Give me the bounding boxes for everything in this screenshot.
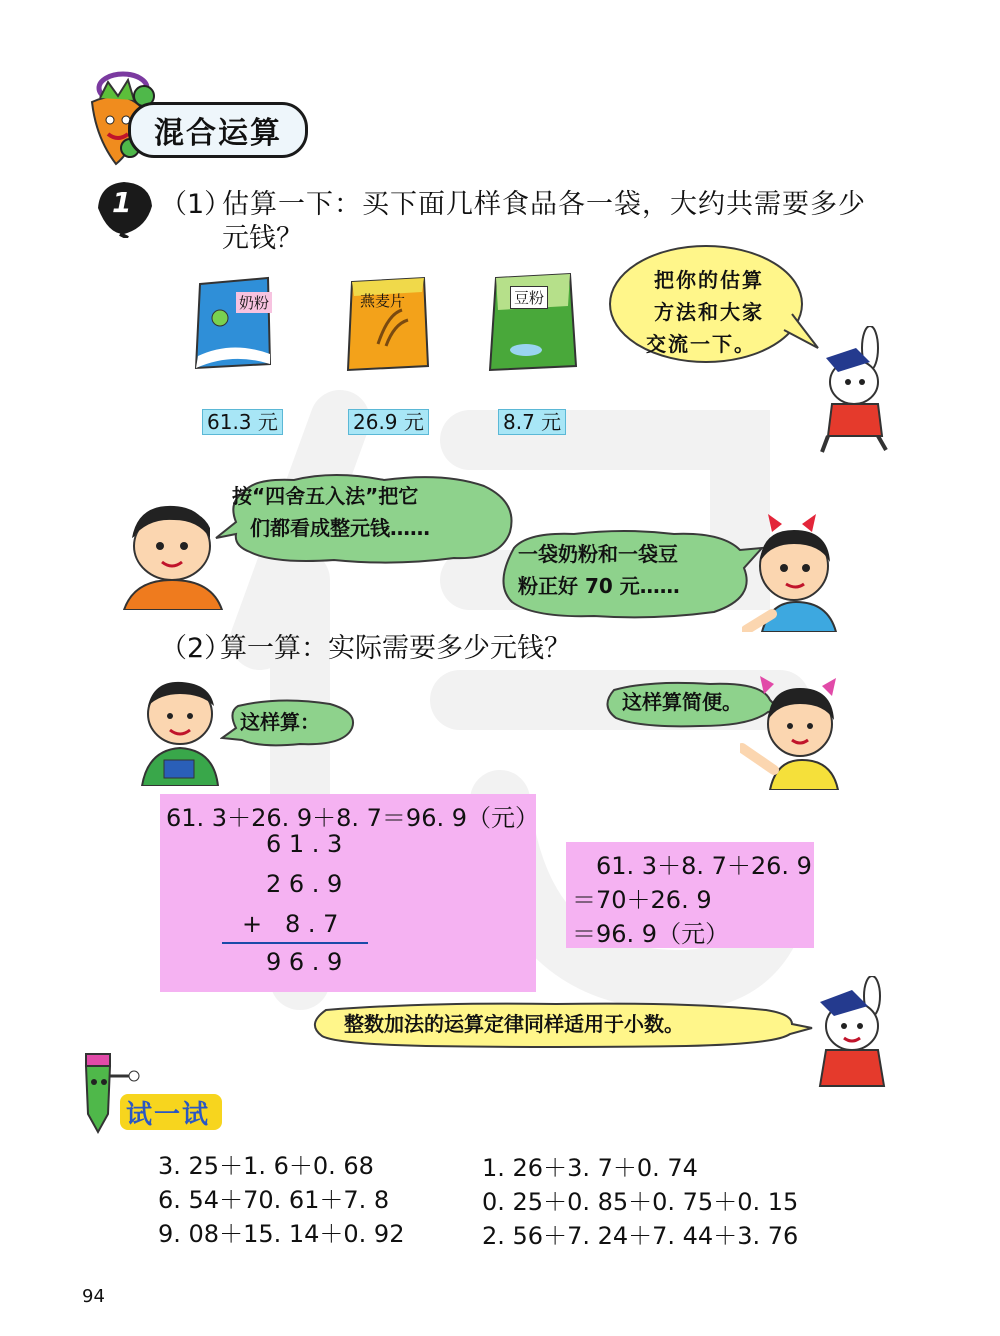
page-number: 94 — [82, 1286, 105, 1307]
boy-calc-text: 这样算： — [240, 710, 320, 734]
exercise-right-2: 0. 25＋0. 85＋0. 75＋0. 15 — [482, 1188, 799, 1216]
q1-label: （1） — [160, 189, 232, 220]
girl-round-line2: 粉正好 70 元…… — [518, 574, 680, 598]
rabbit-scholar-top — [808, 326, 898, 456]
rabbit-top-line3: 交流一下。 — [646, 332, 756, 356]
q2-text: 算一算：实际需要多少元钱？ — [220, 633, 571, 664]
page-title: 混合运算 — [128, 102, 308, 158]
milk-powder-bag — [192, 274, 276, 374]
calc-left-row4: 9 6 . 9 — [266, 948, 343, 976]
q2-label: （2） — [160, 633, 232, 664]
calc-right-line3: ＝96. 9（元） — [572, 920, 730, 948]
exercise-left-3: 9. 08＋15. 14＋0. 92 — [158, 1220, 405, 1248]
example-number: 1 — [112, 186, 132, 219]
rabbit-bottom-text: 整数加法的运算定律同样适用于小数。 — [344, 1012, 684, 1036]
boy-character-top — [118, 498, 228, 610]
try-section-text: 试一试 — [126, 1100, 211, 1130]
calc-left-row3: + 8 . 7 — [242, 910, 339, 938]
rabbit-top-line2: 方法和大家 — [654, 300, 764, 324]
girl-calc-text: 这样算简便。 — [622, 690, 742, 714]
calc-right-line2: ＝70＋26. 9 — [572, 886, 712, 914]
boy-character-calc — [138, 676, 224, 786]
exercise-left-1: 3. 25＋1. 6＋0. 68 — [158, 1152, 374, 1180]
product-label-milk: 奶粉 — [236, 292, 272, 313]
q1-text-line2: 元钱？ — [222, 223, 303, 254]
product-label-oatmeal: 燕麦片 — [360, 292, 406, 310]
oatmeal-bag — [342, 274, 432, 374]
exercise-left-2: 6. 54＋70. 61＋7. 8 — [158, 1186, 390, 1214]
girl-character-calc — [740, 674, 852, 790]
product-label-bean: 豆粉 — [510, 286, 548, 309]
girl-round-line1: 一袋奶粉和一袋豆 — [518, 542, 678, 566]
calc-left-equation: 61. 3＋26. 9＋8. 7＝96. 9（元） — [166, 804, 539, 832]
exercise-right-3: 2. 56＋7. 24＋7. 44＋3. 76 — [482, 1222, 799, 1250]
calc-left-row2: 2 6 . 9 — [266, 870, 343, 898]
rabbit-top-line1: 把你的估算 — [654, 268, 764, 292]
calc-right-line1: 61. 3＋8. 7＋26. 9 — [596, 852, 812, 880]
price-tag-bean: 8.7 元 — [498, 409, 566, 435]
rabbit-scholar-bottom — [806, 976, 902, 1090]
q1-text-line1: 估算一下：买下面几样食品各一袋，大约共需要多少 — [222, 189, 866, 220]
exercise-right-1: 1. 26＋3. 7＋0. 74 — [482, 1154, 698, 1182]
price-tag-oatmeal: 26.9 元 — [348, 409, 429, 435]
boy-round-line1: 按“四舍五入法”把它 — [232, 484, 419, 508]
price-tag-milk: 61.3 元 — [202, 409, 283, 435]
boy-round-line2: 们都看成整元钱…… — [250, 516, 430, 540]
calc-left-row1: 6 1 . 3 — [266, 830, 343, 858]
calc-left-sum-line — [222, 942, 368, 944]
girl-character-top — [742, 510, 852, 632]
